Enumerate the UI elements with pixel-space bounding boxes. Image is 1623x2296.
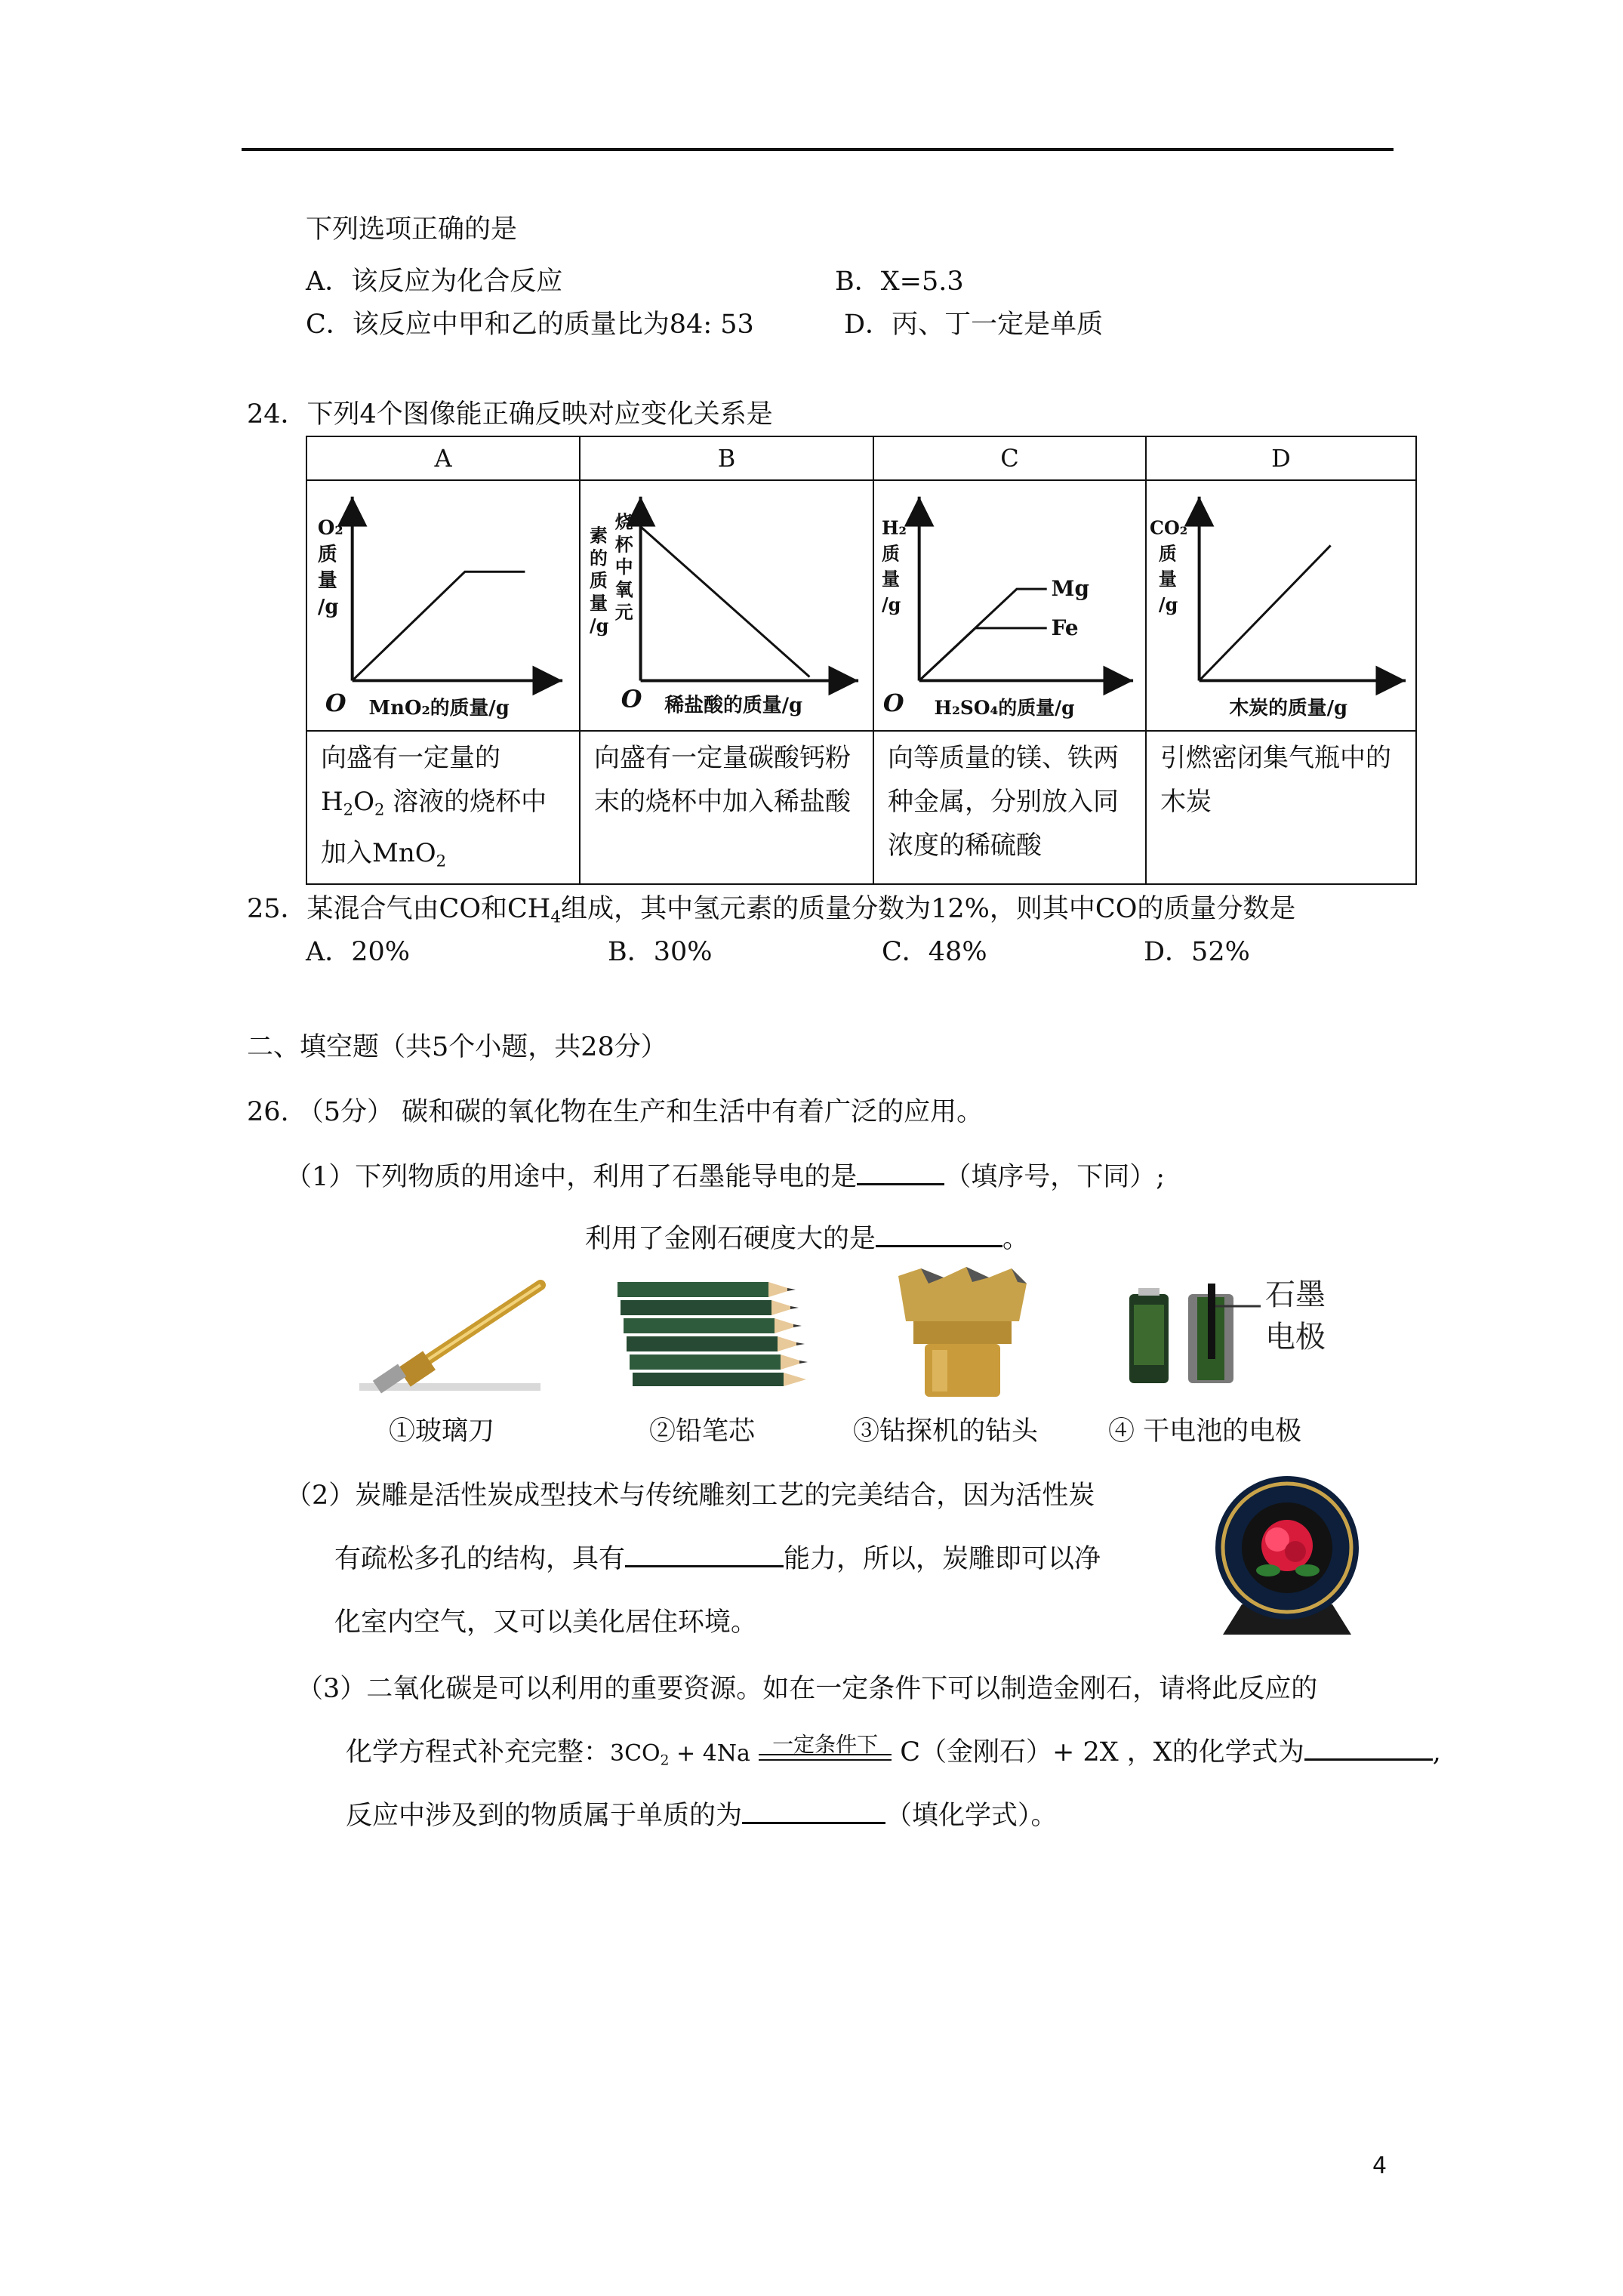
y-label-c2-5: 元 (614, 601, 633, 623)
y-label-2: 质 (1158, 543, 1177, 565)
q25-option-d: D．52% (1144, 937, 1250, 967)
q26-part3-line3: 反应中涉及到的物质属于单质的为 （填化学式）。 (346, 1801, 1058, 1831)
series-fe-line (919, 628, 1047, 681)
y-label-4: /g (881, 593, 901, 615)
q25-stem: 25．某混合气由CO和$CH_4$组成，其中氢元素的质量分数为12%，则其中CO的质量分数是 (247, 894, 1296, 927)
option-b: B．X=5.3 (835, 267, 964, 297)
drill-bit-image (891, 1261, 1034, 1404)
header-b: B (580, 436, 873, 480)
reaction-condition: 一定条件下 (759, 1754, 892, 1761)
q24-stem: 24．下列4个图像能正确反映对应变化关系是 (247, 399, 773, 430)
y-label-c1-5: /g (589, 615, 609, 636)
answer-blank-2[interactable] (876, 1245, 1002, 1247)
desc-c: 向等质量的镁、铁两种金属，分别放入同浓度的稀硫酸 (873, 731, 1146, 884)
q26-stem: 26. （5分） 碳和碳的氧化物在生产和生活中有着广泛的应用。 (247, 1097, 984, 1127)
q26-part1-line2: 利用了金刚石硬度大的是 。 (585, 1224, 1030, 1254)
y-label-c2-3: 中 (614, 556, 633, 578)
y-label-c1-3: 质 (589, 570, 608, 592)
caption-2: ②铅笔芯 (649, 1416, 756, 1447)
graph-a-cell (306, 480, 580, 731)
q26-part3-line1: （3）二氧化碳是可以利用的重要资源。如在一定条件下可以制造金刚石，请将此反应的 (297, 1674, 1318, 1704)
y-label-1: H₂ (881, 517, 907, 539)
pencil-image (617, 1277, 814, 1391)
answer-blank-5[interactable] (742, 1822, 885, 1824)
carbon-carving-image (1208, 1476, 1366, 1642)
series-fe-label: Fe (1051, 615, 1079, 640)
section-2-title: 二、填空题（共5个小题，共28分） (247, 1032, 667, 1062)
y-label-c1-4: 量 (589, 592, 608, 614)
y-label-4: /g (317, 595, 339, 618)
glass-cutter-image (352, 1276, 548, 1397)
y-label-1: O₂ (317, 516, 343, 540)
header-a: A (306, 436, 580, 480)
y-label-2: 质 (881, 543, 900, 565)
q24-options-table (306, 436, 1417, 885)
data-line (353, 572, 525, 680)
origin-label: O (882, 689, 904, 718)
header-c: C (873, 436, 1146, 480)
data-line (1200, 545, 1331, 680)
answer-blank-4[interactable] (1304, 1758, 1433, 1761)
desc-b: 向盛有一定量碳酸钙粉末的烧杯中加入稀盐酸 (580, 731, 873, 884)
desc-d: 引燃密闭集气瓶中的木炭 (1146, 731, 1416, 884)
y-label-c2-4: 氧 (614, 579, 633, 601)
q25-option-c: C．48% (882, 937, 987, 967)
header-d: D (1146, 436, 1416, 480)
intro-text: 下列选项正确的是 (306, 214, 518, 245)
electrode-label: 电极 (1265, 1320, 1326, 1354)
graph-d-cell (1146, 480, 1416, 731)
caption-3: ③钻探机的钻头 (853, 1416, 1039, 1447)
graph-a (307, 481, 579, 730)
answer-blank-1[interactable] (857, 1183, 944, 1185)
y-label-3: 量 (881, 569, 900, 590)
q26-part1-line1: （1）下列物质的用途中，利用了石墨能导电的是 （填序号，下同）; (285, 1162, 1166, 1192)
x-axis-label: 稀盐酸的质量/g (664, 694, 803, 717)
option-d: D．丙、丁一定是单质 (844, 310, 1104, 340)
graph-b-cell (580, 480, 873, 731)
q26-part2-line1: （2）炭雕是活性炭成型技术与传统雕刻工艺的完美结合，因为活性炭 (285, 1481, 1095, 1511)
q25-option-b: B．30% (608, 937, 713, 967)
origin-label: O (621, 684, 642, 713)
y-label-c2-1: 烧 (614, 511, 633, 533)
y-label-4: /g (1158, 593, 1178, 615)
y-label-2: 质 (317, 543, 337, 566)
option-a: A．该反应为化合反应 (306, 267, 563, 297)
q25-option-a: A．20% (306, 937, 411, 967)
graph-b (581, 481, 873, 730)
q26-part2-line2: 有疏松多孔的结构，具有 能力，所以，炭雕即可以净 (334, 1544, 1101, 1574)
x-axis-label: MnO₂的质量/g (368, 697, 510, 720)
header-rule (242, 148, 1394, 151)
graph-c-cell (873, 480, 1146, 731)
graphite-label: 石墨 (1265, 1277, 1326, 1312)
y-label-1: CO₂ (1149, 517, 1188, 539)
graph-c (874, 481, 1145, 730)
series-mg-label: Mg (1051, 576, 1089, 602)
x-axis-label: 木炭的质量/g (1229, 697, 1348, 720)
q26-part2-line3: 化室内空气，又可以美化居住环境。 (334, 1607, 758, 1638)
origin-label: O (325, 689, 346, 718)
caption-1: ①玻璃刀 (389, 1416, 495, 1447)
battery-image (1125, 1274, 1344, 1395)
q26-part3-line2: 化学方程式补充完整：$3CO_2 + 4Na$ 一定条件下 C（金刚石）+ 2X ，X的化学式为 , (346, 1732, 1441, 1769)
answer-blank-3[interactable] (625, 1565, 784, 1567)
y-label-3: 量 (317, 569, 337, 593)
desc-a: 向盛有一定量的 $H_2O_2$ 溶液的烧杯中 加入MnO$_2$ (306, 731, 580, 884)
series-mg-line (919, 589, 1047, 680)
graph-d (1147, 481, 1415, 730)
data-line (641, 527, 810, 677)
equation-left: $3CO_2 + 4Na$ (610, 1740, 750, 1769)
page-number: 4 (1372, 2153, 1387, 2179)
y-label-c1-1: 素 (589, 525, 608, 547)
option-c: C．该反应中甲和乙的质量比为84: 53 (306, 310, 754, 340)
equation-right: C（金刚石）+ 2X (900, 1737, 1119, 1767)
y-label-c2-2: 杯 (614, 534, 633, 556)
caption-4: ④ 干电池的电极 (1108, 1416, 1302, 1447)
y-label-3: 量 (1158, 569, 1177, 590)
x-axis-label: H₂SO₄的质量/g (934, 697, 1075, 720)
y-label-c1-2: 的 (589, 547, 608, 569)
